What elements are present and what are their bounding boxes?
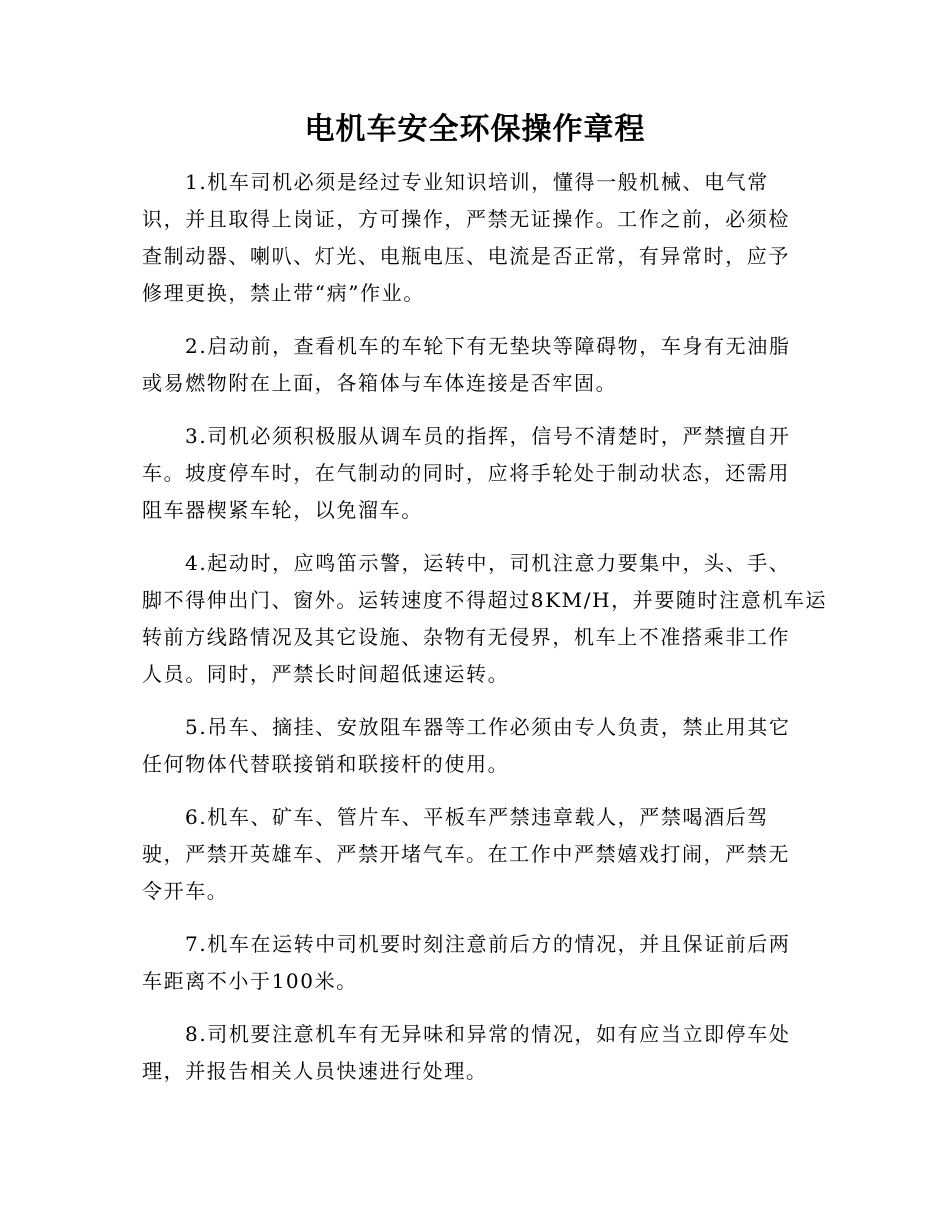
- paragraph-line: 驶，严禁开英雄车、严禁开堵气车。在工作中严禁嬉戏打闹，严禁无: [142, 842, 790, 866]
- paragraph-line: 7.机车在运转中司机要时刻注意前后方的情况，并且保证前后两: [185, 932, 791, 956]
- document-body: [142, 164, 842, 1106]
- paragraph-line: 8.司机要注意机车有无异味和异常的情况，如有应当立即停车处: [185, 1022, 791, 1046]
- paragraph-line: 或易燃物附在上面，各箱体与车体连接是否牢固。: [142, 371, 618, 395]
- paragraph-line: 1.机车司机必须是经过专业知识培训，懂得一般机械、电气常: [185, 170, 769, 194]
- paragraph-line: 转前方线路情况及其它设施、杂物有无侵界，机车上不准搭乘非工作: [142, 625, 790, 649]
- paragraph-5: [142, 709, 842, 783]
- paragraph-2: [142, 328, 842, 402]
- paragraph-line: 3.司机必须积极服从调车员的指挥，信号不清楚时，严禁擅自开: [185, 424, 791, 448]
- paragraph-line: 查制动器、喇叭、灯光、电瓶电压、电流是否正常，有异常时，应予: [142, 244, 790, 268]
- paragraph-line: 人员。同时，严禁长时间超低速运转。: [142, 662, 510, 686]
- paragraph-line: 任何物体代替联接销和联接杆的使用。: [142, 752, 510, 776]
- paragraph-line: 令开车。: [142, 879, 229, 903]
- paragraph-4: [142, 545, 842, 693]
- paragraph-line: 2.启动前，查看机车的车轮下有无垫块等障碍物，车身有无油脂: [185, 334, 791, 358]
- paragraph-line: 6.机车、矿车、管片车、平板车严禁违章载人，严禁喝酒后驾: [185, 805, 769, 829]
- paragraph-line: 理，并报告相关人员快速进行处理。: [142, 1059, 488, 1083]
- document-title: 电机车安全环保操作章程: [304, 112, 646, 147]
- paragraph-3: [142, 418, 842, 529]
- paragraph-line: 5.吊车、摘挂、安放阻车器等工作必须由专人负责，禁止用其它: [185, 715, 791, 739]
- paragraph-7: [142, 926, 842, 1000]
- paragraph-line: 车距离不小于100米。: [142, 969, 358, 993]
- paragraph-line: 脚不得伸出门、窗外。运转速度不得超过8KM/H，并要随时注意机车运: [142, 588, 828, 612]
- paragraph-line: 修理更换，禁止带“病”作业。: [142, 281, 425, 305]
- paragraph-line: 4.起动时，应鸣笛示警，运转中，司机注意力要集中，头、手、: [185, 551, 791, 575]
- paragraph-8: [142, 1016, 842, 1090]
- paragraph-line: 车。坡度停车时，在气制动的同时，应将手轮处于制动状态，还需用: [142, 461, 790, 485]
- paragraph-1: [142, 164, 842, 312]
- paragraph-6: [142, 799, 842, 910]
- paragraph-line: 阻车器楔紧车轮，以免溜车。: [142, 498, 423, 522]
- paragraph-line: 识，并且取得上岗证，方可操作，严禁无证操作。工作之前，必须检: [142, 207, 790, 231]
